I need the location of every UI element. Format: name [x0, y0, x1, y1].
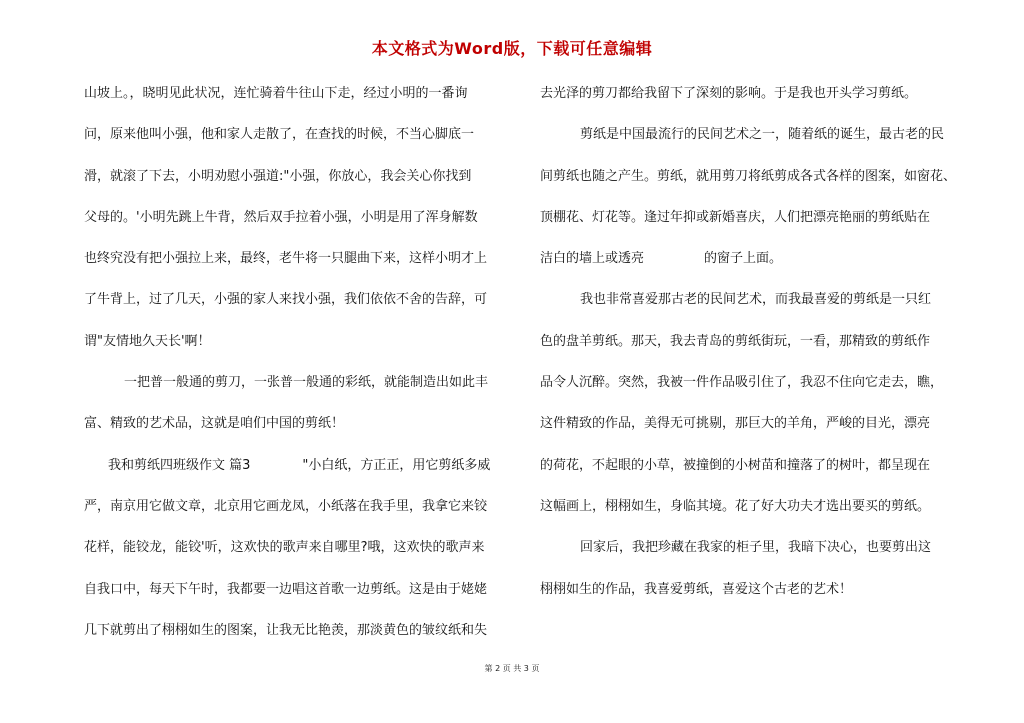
text-line: 花样，能铰龙，能铰'听，这欢快的歌声来自哪里?哦，这欢快的歌声来 [84, 540, 485, 556]
text-line: 间剪纸也随之产生。剪纸，就用剪刀将纸剪成各式各样的图案，如窗花、 [540, 168, 957, 184]
text-line: 栩栩如生的作品，我喜爱剪纸，喜爱这个古老的艺术！ [540, 581, 853, 597]
text-line: 一把普一般通的剪刀，一张普一般通的彩纸，就能制造出如此丰 [124, 375, 489, 391]
text-line: 谓"友情地久天长'啊！ [84, 333, 211, 349]
text-line-with-heading [84, 456, 508, 497]
text-line: 严，南京用它做文章，北京用它画龙凤，小纸落在我手里，我拿它来铰 [84, 498, 488, 514]
text-line: 的荷花，不起眼的小草，被撞倒的小树苗和撞落了的树叶，都呈现在 [540, 457, 931, 473]
text-line: 这件精致的作品，美得无可挑剔，那巨大的羊角，严峻的目光，漂亮 [540, 416, 931, 432]
text-fragment: "小白纸，方正正，用它剪纸多威 [302, 457, 491, 473]
text-line: 品令人沉醉。突然，我被一件作品吸引住了，我忍不住向它走去，瞧， [540, 375, 944, 391]
text-line: 滑，就滚了下去，小明劝慰小强道:"小强，你放心，我会关心你找到 [84, 168, 472, 184]
document-banner: 本文格式为Word版，下载可任意编辑 [371, 39, 653, 58]
text-line: 这幅画上，栩栩如生，身临其境。花了好大功夫才选出要买的剪纸。 [540, 498, 931, 514]
text-line: 自我口中，每天下午时，我都要一边唱这首歌一边剪纸。这是由于姥姥 [84, 581, 488, 597]
left-text-column [84, 84, 508, 662]
text-line: 色的盘羊剪纸。那天，我去青岛的剪纸街玩，一看，那精致的剪纸作 [540, 333, 931, 349]
text-line: 山坡上。，晓明见此状况，连忙骑着牛往山下走，经过小明的一番询 [84, 86, 468, 101]
text-line: 我也非常喜爱那古老的民间艺术，而我最喜爱的剪纸是一只红 [580, 292, 932, 308]
text-line: 剪纸是中国最流行的民间艺术之一，随着纸的诞生，最古老的民 [580, 127, 945, 143]
text-line: 回家后，我把珍藏在我家的柜子里，我暗下决心，也要剪出这 [580, 540, 932, 556]
text-fragment: 洁白的墙上或透亮 [540, 251, 645, 267]
text-line: 也终究没有把小强拉上来，最终，老牛将一只腿曲下来，这样小明才上 [84, 251, 488, 267]
text-line: 父母的。'小明先跳上牛背，然后双手拉着小强，小明是用了浑身解数 [84, 209, 478, 225]
text-line: 去光泽的剪刀都给我留下了深刻的影响。于是我也开头学习剪纸。 [540, 86, 918, 101]
text-line: 几下就剪出了栩栩如生的图案，让我无比艳羡，那淡黄色的皱纹纸和失 [84, 622, 488, 638]
text-line: 顶棚花、灯花等。逢过年抑或新婚喜庆，人们把漂亮艳丽的剪纸贴在 [540, 209, 931, 225]
text-line: 问，原来他叫小强，他和家人走散了，在查找的时候，不当心脚底一 [84, 127, 475, 143]
text-line-split [540, 249, 980, 290]
right-text-column [540, 84, 980, 621]
page-number: 第 2 页 共 3 页 [484, 664, 540, 673]
text-line: 了牛背上，过了几天，小强的家人来找小强，我们依依不舍的告辞，可 [84, 292, 488, 308]
essay-heading: 我和剪纸四班级作文 篇3 [108, 457, 251, 473]
text-line: 富、精致的艺术品，这就是咱们中国的剪纸！ [84, 416, 345, 432]
text-fragment: 的窗子上面。 [704, 251, 783, 267]
